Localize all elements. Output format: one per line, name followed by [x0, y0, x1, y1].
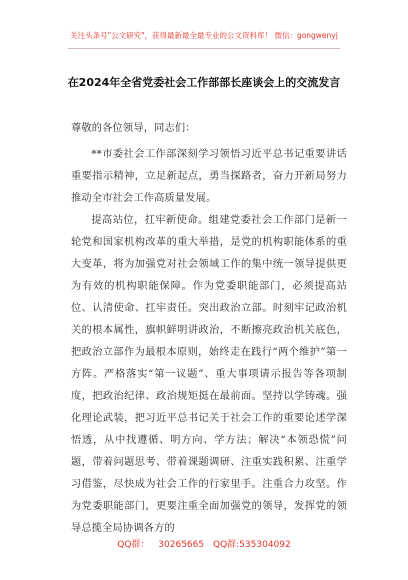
header-promo-note: 关注头条号"公文研究"，获得最新最全最专业的公文资料库！ 微信：gongwenyj [70, 31, 338, 40]
document-title: 在2024年全省党委社会工作部部长座谈会上的交流发言 [67, 76, 341, 89]
header-divider [68, 48, 340, 49]
footer-qq-groups [0, 537, 408, 550]
paragraph-intro: **市委社会工作部深刻学习领悟习近平总书记重要讲话重要指示精神，立足新起点，勇当探路者，奋力开新局努力推动全市社会工作高质量发展。 [71, 149, 347, 204]
paragraph-mission: 提高站位，扛牢新使命。组建党委社会工作部门是新一轮党和国家机构改革的重大举措，是党的机构职能体系的重大变革，将为加强党对社会领域工作的集中统一领导提供更为有效的机构职能保障。作为党委职能部门，必须提高站位、认清使命、扛牢责任。突出政治立部。时刻牢记政治机关的根本属性，旗帜鲜明讲政治，不断擦亮政治机关底色，把政治立部作为最根本原则，始终走在践行“两个维护”第一方阵。严格落实“第一议题”、重大事项请示报告等各项制度，把政治纪律、政治规矩挺在最前面。坚持以学铸魂。强化理论武装，把习近平总书记关于社会工作的重要论述学深悟透，从中找遵循、明方向、学方法；解决“本领恐慌”问题，带着问题思考、带着课题调研、注重实践积累、注重学习借鉴，尽快成为社会工作的行家里手。注重合力攻坚。作为党委职能部门，更要注重全面加强党的领导，发挥党的领导总揽全局协调各方的 [71, 215, 347, 534]
document-body [71, 118, 347, 540]
salutation: 尊敬的各位领导，同志们： [71, 123, 196, 134]
footer-qq-group-2: QQ群:535304092 [212, 540, 291, 550]
footer-qq-group-1: QQ群： 30265665 [117, 540, 205, 550]
